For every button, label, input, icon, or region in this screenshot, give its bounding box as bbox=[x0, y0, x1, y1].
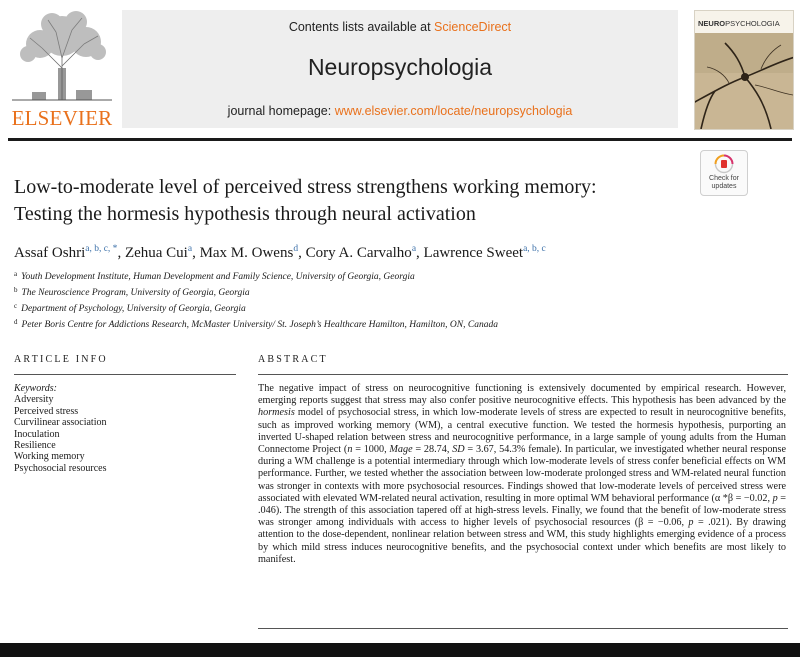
affiliation-item bbox=[14, 300, 784, 316]
elsevier-logo[interactable] bbox=[8, 8, 116, 130]
screen-bottom-bar bbox=[0, 643, 800, 657]
abstract-part: model of psychosocial stress, in which low-moderate levels of stress are expected to result in neurocognitive benefits, such as improved working memory (WM), a central executive function. We tested the hormesis hypothesis, purporting an inverted U-shaped relation between stress and neurocognitive performance, in a large sample of young adults from the Human Connectome Project ( bbox=[258, 407, 786, 456]
check-for-updates-label bbox=[701, 175, 747, 191]
contents-prefix: Contents lists available at bbox=[288, 20, 435, 34]
affiliation-marker: a bbox=[14, 270, 18, 278]
abstract-italic: n bbox=[347, 444, 353, 456]
abstract-divider bbox=[258, 374, 788, 375]
affiliation-item bbox=[14, 316, 784, 332]
author-affiliation-marker[interactable]: a, b, c bbox=[523, 244, 546, 254]
affiliation-item bbox=[14, 284, 784, 300]
author-name[interactable]: Zehua Cui bbox=[124, 245, 188, 261]
contents-line bbox=[122, 20, 678, 34]
homepage-prefix: journal homepage: bbox=[227, 104, 335, 118]
abstract-part: = 3.67, 54.3% female). In particular, we investigated whether neural response during a WM challenge is a potential intermediary through which low-moderate levels of stress confer beneficial effects on WM performance. Further, we tested whether the association between low-moderate prolonged stress and WM-related neural function was stronger in contexts with more psychosocial resources. Findings showed that low-moderate levels of perceived stress were associated with elevated WM-related neural activation, resulting in more optimal WM behavioral performance (α *β = −0.02, bbox=[258, 444, 786, 504]
abstract-text bbox=[258, 383, 786, 566]
keyword-item: Resilience bbox=[14, 440, 56, 452]
abstract-part: = .046). The strength of this association tapered off at high-stress levels. Finally, we found that the benefit of low-moderate stress was stronger among individuals with access to higher levels of psychosocial resources (β = −0.06, bbox=[258, 492, 786, 529]
badge-line-2: updates bbox=[711, 183, 737, 190]
keywords-list bbox=[14, 383, 236, 474]
abstract-part: = 1000, bbox=[352, 444, 390, 456]
article-info-divider bbox=[14, 374, 236, 375]
affiliation-marker: b bbox=[14, 286, 18, 294]
author-list: Assaf Oshri$^{a, b, c, *}$, Zehua Cui$^a$, Max M. Owens$^d$, Cory A. Carvalho$^a$, Lawrence Sweet$^{a, b, c}$ bbox=[14, 244, 546, 261]
abstract-italic: hormesis bbox=[258, 407, 295, 419]
check-for-updates-icon bbox=[714, 154, 734, 174]
author-affiliation-marker[interactable]: d bbox=[293, 244, 299, 254]
journal-banner bbox=[122, 10, 678, 128]
badge-line-1: Check for bbox=[709, 175, 739, 182]
affiliation-text: Peter Boris Centre for Addictions Research, McMaster University/ St. Joseph’s Healthcare Hamilton, Hamilton, ON, Canada bbox=[21, 320, 498, 330]
affiliation-marker: c bbox=[14, 302, 18, 310]
journal-header bbox=[0, 0, 800, 132]
cover-title bbox=[698, 19, 780, 28]
abstract-italic: SD bbox=[452, 444, 465, 456]
keyword-item: Inoculation bbox=[14, 428, 60, 440]
abstract-part: = 28.74, bbox=[412, 444, 453, 456]
homepage-link[interactable]: www.elsevier.com/locate/neuropsychologia bbox=[334, 104, 573, 118]
affiliation-text: Department of Psychology, University of Georgia, Georgia bbox=[21, 304, 246, 314]
cover-title-rest: PSYCHOLOGIA bbox=[725, 19, 780, 28]
keyword-item: Perceived stress bbox=[14, 405, 79, 417]
homepage-line bbox=[122, 104, 678, 118]
article-title-line-2: Testing the hormesis hypothesis through neural activation bbox=[14, 203, 476, 225]
cover-neuron-image bbox=[695, 33, 793, 129]
author-affiliation-marker[interactable]: a bbox=[187, 244, 193, 254]
cover-title-bold: NEURO bbox=[698, 19, 726, 28]
keywords-label: Keywords: bbox=[14, 383, 57, 394]
abstract-italic: Mage bbox=[389, 444, 413, 456]
abstract-italic: p bbox=[772, 492, 778, 504]
affiliation-text: Youth Development Institute, Human Development and Family Science, University of Georgia, Georgia bbox=[21, 272, 415, 282]
keyword-item: Working memory bbox=[14, 451, 85, 463]
author-name[interactable]: Cory A. Carvalho bbox=[305, 245, 412, 261]
abstract-part: = .021). By drawing attention to the dose-dependent, nonlinear relation between stress and WM, this study highlights emerging evidence of a process by which mild stress induces neurocognitive benefits, and the psychosocial context under which benefits are most likely to manifest. bbox=[258, 517, 786, 565]
elsevier-wordmark: ELSEVIER bbox=[11, 106, 113, 130]
article-title-line-1: Low-to-moderate level of perceived stress strengthens working memory: bbox=[14, 176, 597, 198]
author-name[interactable]: Max M. Owens bbox=[199, 245, 294, 261]
author-name[interactable]: Lawrence Sweet bbox=[423, 245, 524, 261]
check-for-updates-badge[interactable] bbox=[700, 150, 748, 196]
journal-title: Neuropsychologia bbox=[307, 54, 493, 80]
author-name[interactable]: Assaf Oshri bbox=[14, 245, 86, 261]
author-affiliation-marker[interactable]: a, b, c, * bbox=[85, 244, 118, 254]
author-affiliation-marker[interactable]: a bbox=[411, 244, 417, 254]
elsevier-tree-icon bbox=[12, 8, 112, 104]
article-info-heading: ARTICLE INFO bbox=[14, 354, 108, 365]
affiliation-list bbox=[14, 268, 784, 332]
abstract-part: The negative impact of stress on neurocognitive functioning is extensively documented by empirical research. However, emerging reports suggest that stress may also confer positive neurocognitive effects. This hypothesis has been advanced by the bbox=[258, 383, 786, 407]
abstract-end-divider bbox=[258, 628, 788, 629]
journal-cover[interactable] bbox=[694, 10, 794, 130]
sciencedirect-link[interactable]: ScienceDirect bbox=[434, 20, 512, 34]
keyword-item: Adversity bbox=[14, 394, 54, 406]
abstract-heading: ABSTRACT bbox=[258, 354, 328, 365]
keyword-item: Curvilinear association bbox=[14, 417, 107, 429]
affiliation-item bbox=[14, 268, 784, 284]
affiliation-marker: d bbox=[14, 318, 18, 326]
keyword-item: Psychosocial resources bbox=[14, 462, 107, 474]
affiliation-text: The Neuroscience Program, University of Georgia, Georgia bbox=[21, 288, 250, 298]
header-divider bbox=[8, 138, 792, 141]
abstract-italic: p bbox=[688, 517, 694, 529]
article-title bbox=[14, 174, 694, 228]
